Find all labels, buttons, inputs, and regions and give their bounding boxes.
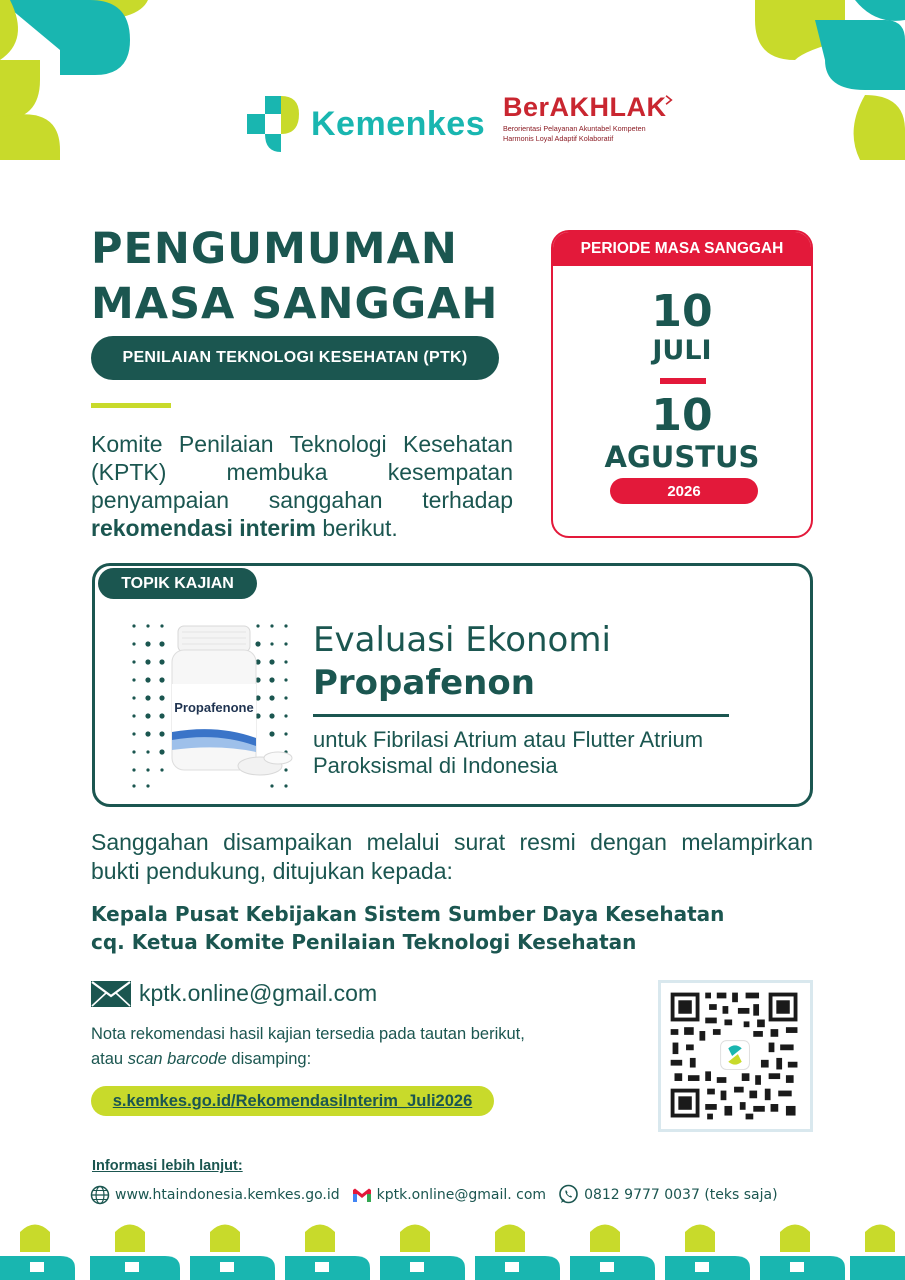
corner-decoration-top-left — [0, 0, 150, 160]
topic-divider — [313, 714, 729, 717]
whatsapp-icon — [558, 1184, 579, 1205]
medicine-bottle-image — [128, 620, 300, 792]
page-title — [91, 222, 498, 332]
note-line-2-start: atau — [91, 1050, 124, 1068]
note-line-2-italic: scan barcode — [127, 1050, 227, 1068]
title-line-1: PENGUMUMAN — [91, 224, 458, 274]
note-line-2 — [91, 1047, 611, 1072]
period-end-month: AGUSTUS — [604, 440, 760, 474]
berakhlak-tagline-1: Berorientasi Pelayanan Akuntabel Kompeten — [503, 124, 646, 133]
berakhlak-tagline-2: Harmonis Loyal Adaptif Kolaboratif — [503, 134, 614, 143]
recommendation-link[interactable]: s.kemkes.go.id/RekomendasiInterim_Juli2026 — [91, 1086, 494, 1116]
period-separator — [660, 378, 706, 384]
period-header: PERIODE MASA SANGGAH — [553, 232, 811, 266]
chevron-accent-icon — [665, 90, 673, 110]
bottle-label: Propafenone — [174, 700, 254, 715]
globe-icon — [90, 1185, 110, 1205]
footer-phone-item[interactable] — [558, 1184, 777, 1205]
note-line-2-end: disamping: — [231, 1050, 312, 1068]
qr-code[interactable] — [658, 980, 813, 1132]
period-start-month: JULI — [652, 335, 712, 366]
berakhlak-logo — [503, 92, 673, 143]
footer-contact-row — [90, 1184, 778, 1205]
intro-end-text: berikut. — [322, 515, 398, 541]
intro-bold-text: rekomendasi interim — [91, 515, 316, 541]
submission-text: Sanggahan disampaikan melalui surat resmi dengan melampirkan bukti pendukung, ditujukan kepada: — [91, 829, 813, 884]
period-year: 2026 — [610, 478, 758, 504]
info-title: Informasi lebih lanjut: — [92, 1158, 243, 1174]
kemenkes-logo-text: Kemenkes — [311, 104, 486, 143]
contact-email[interactable]: kptk.online@gmail.com — [139, 980, 378, 1006]
subtitle-badge: PENILAIAN TEKNOLOGI KESEHATAN (PTK) — [91, 336, 499, 380]
kemenkes-logo-icon — [247, 96, 299, 152]
period-end-day: 10 — [651, 390, 713, 441]
period-card — [551, 230, 813, 538]
kemenkes-logo — [247, 96, 485, 152]
intro-text: Komite Penilaian Teknologi Kesehatan (KPTK) membuka kesempatan penyampaian sanggahan terhadap — [91, 431, 513, 513]
title-line-2: MASA SANGGAH — [91, 279, 499, 329]
footer-email-item[interactable] — [352, 1187, 546, 1203]
gmail-icon — [352, 1187, 372, 1203]
corner-decoration-top-right — [755, 0, 905, 160]
note-paragraph — [91, 1022, 611, 1072]
contact-email-row[interactable] — [91, 980, 377, 1007]
recipient-line-1: Kepala Pusat Kebijakan Sistem Sumber Daya Kesehatan — [91, 902, 725, 926]
envelope-icon — [91, 981, 131, 1007]
note-line-1: Nota rekomendasi hasil kajian tersedia pada tautan berikut, — [91, 1025, 525, 1043]
recipient-block — [91, 900, 724, 956]
topic-title-line-2: Propafenon — [313, 663, 535, 703]
accent-divider — [91, 403, 171, 408]
footer-website-item[interactable] — [90, 1185, 340, 1205]
recipient-line-2: cq. Ketua Komite Penilaian Teknologi Kesehatan — [91, 930, 637, 954]
topic-tag: TOPIK KAJIAN — [98, 568, 257, 599]
footer-email[interactable]: kptk.online@gmail. com — [376, 1186, 547, 1203]
footer-website[interactable]: www.htaindonesia.kemkes.go.id — [115, 1186, 340, 1203]
intro-paragraph — [91, 430, 513, 542]
topic-title-line-1: Evaluasi Ekonomi — [313, 620, 611, 660]
berakhlak-logo-text: BerAKHLAK — [503, 92, 667, 122]
period-start-day: 10 — [651, 286, 713, 337]
topic-description: untuk Fibrilasi Atrium atau Flutter Atrium Paroksismal di Indonesia — [313, 727, 704, 778]
footer-phone[interactable]: 0812 9777 0037 (teks saja) — [584, 1186, 778, 1203]
bottom-decoration-border — [0, 1222, 905, 1280]
